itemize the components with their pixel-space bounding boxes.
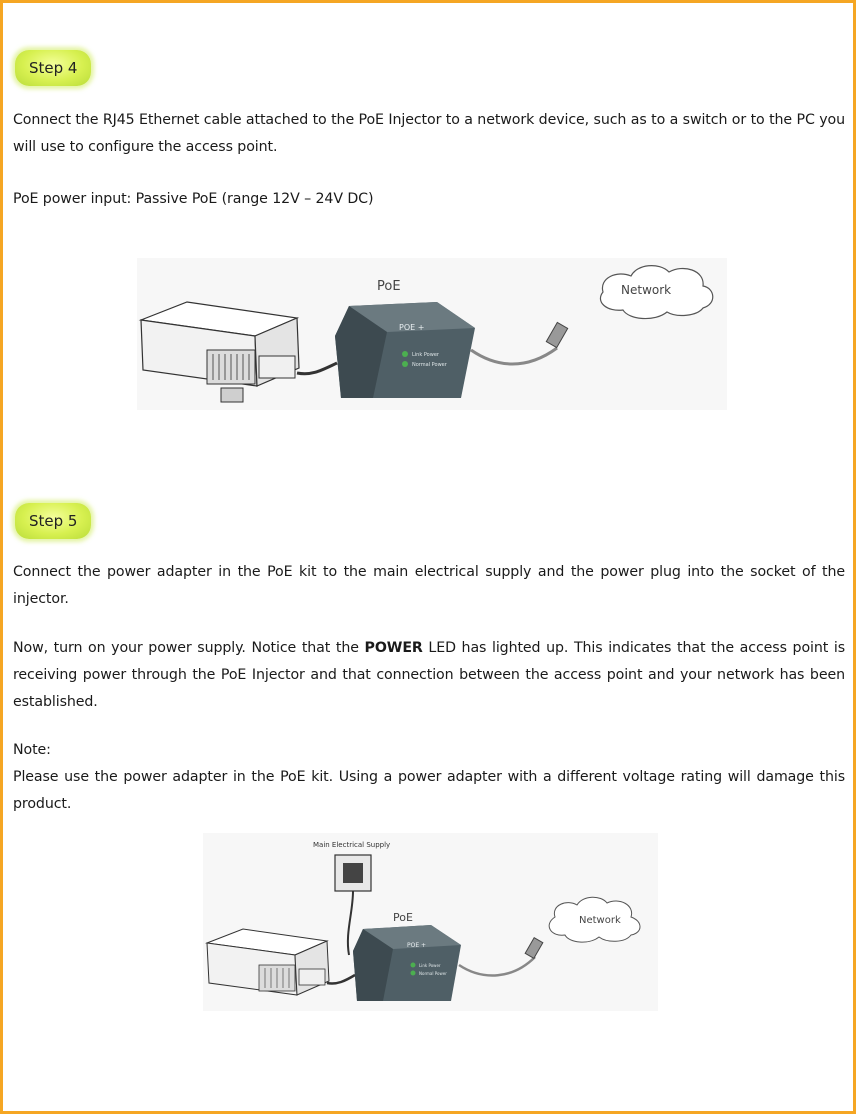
power-on-paragraph (13, 635, 845, 716)
poe-label: PoE (393, 911, 413, 924)
network-label: Network (579, 915, 621, 926)
wall-socket-icon (335, 855, 371, 891)
step-4-badge: Step 4 (15, 50, 91, 86)
poe-injector-illustration (353, 925, 461, 1001)
network-label: Network (621, 283, 672, 297)
power-on-text-start: Now, turn on your power supply. Notice that the (13, 640, 365, 656)
note-heading: Note: (13, 742, 51, 758)
injector-model-text: POE + (399, 323, 425, 332)
power-on-text-end: LED has lighted up. This indicates that the access point is receiving power through the PoE Injector and that connection between the access point and your network has been established. (13, 640, 846, 710)
power-led-keyword: POWER (364, 640, 423, 656)
note-text: Please use the power adapter in the PoE kit. Using a power adapter with a different voltage rating will damage this product. (13, 769, 845, 812)
led-normal-label: Normal Power (412, 362, 447, 368)
led-link-label: Link Power (412, 352, 439, 358)
led-link-label: Link Power (419, 963, 441, 968)
step-4-diagram (137, 258, 727, 410)
main-supply-label: Main Electrical Supply (313, 841, 391, 849)
step-5-diagram (203, 833, 658, 1011)
step-4-instruction: Connect the RJ45 Ethernet cable attached to the PoE Injector to a network device, such as to a switch or to the PC you will use to configure the access point. (13, 112, 845, 155)
poe-label: PoE (377, 279, 401, 294)
step-5-badge: Step 5 (15, 503, 91, 539)
poe-injector-illustration (335, 302, 475, 398)
access-point-illustration (207, 929, 329, 995)
led-normal-label: Normal Power (419, 971, 447, 976)
step-5-instruction: Connect the power adapter in the PoE kit to the main electrical supply and the power plug into the socket of the injector. (13, 564, 845, 607)
poe-power-input: PoE power input: Passive PoE (range 12V – 24V DC) (13, 191, 374, 207)
injector-model-text: POE + (407, 942, 427, 949)
